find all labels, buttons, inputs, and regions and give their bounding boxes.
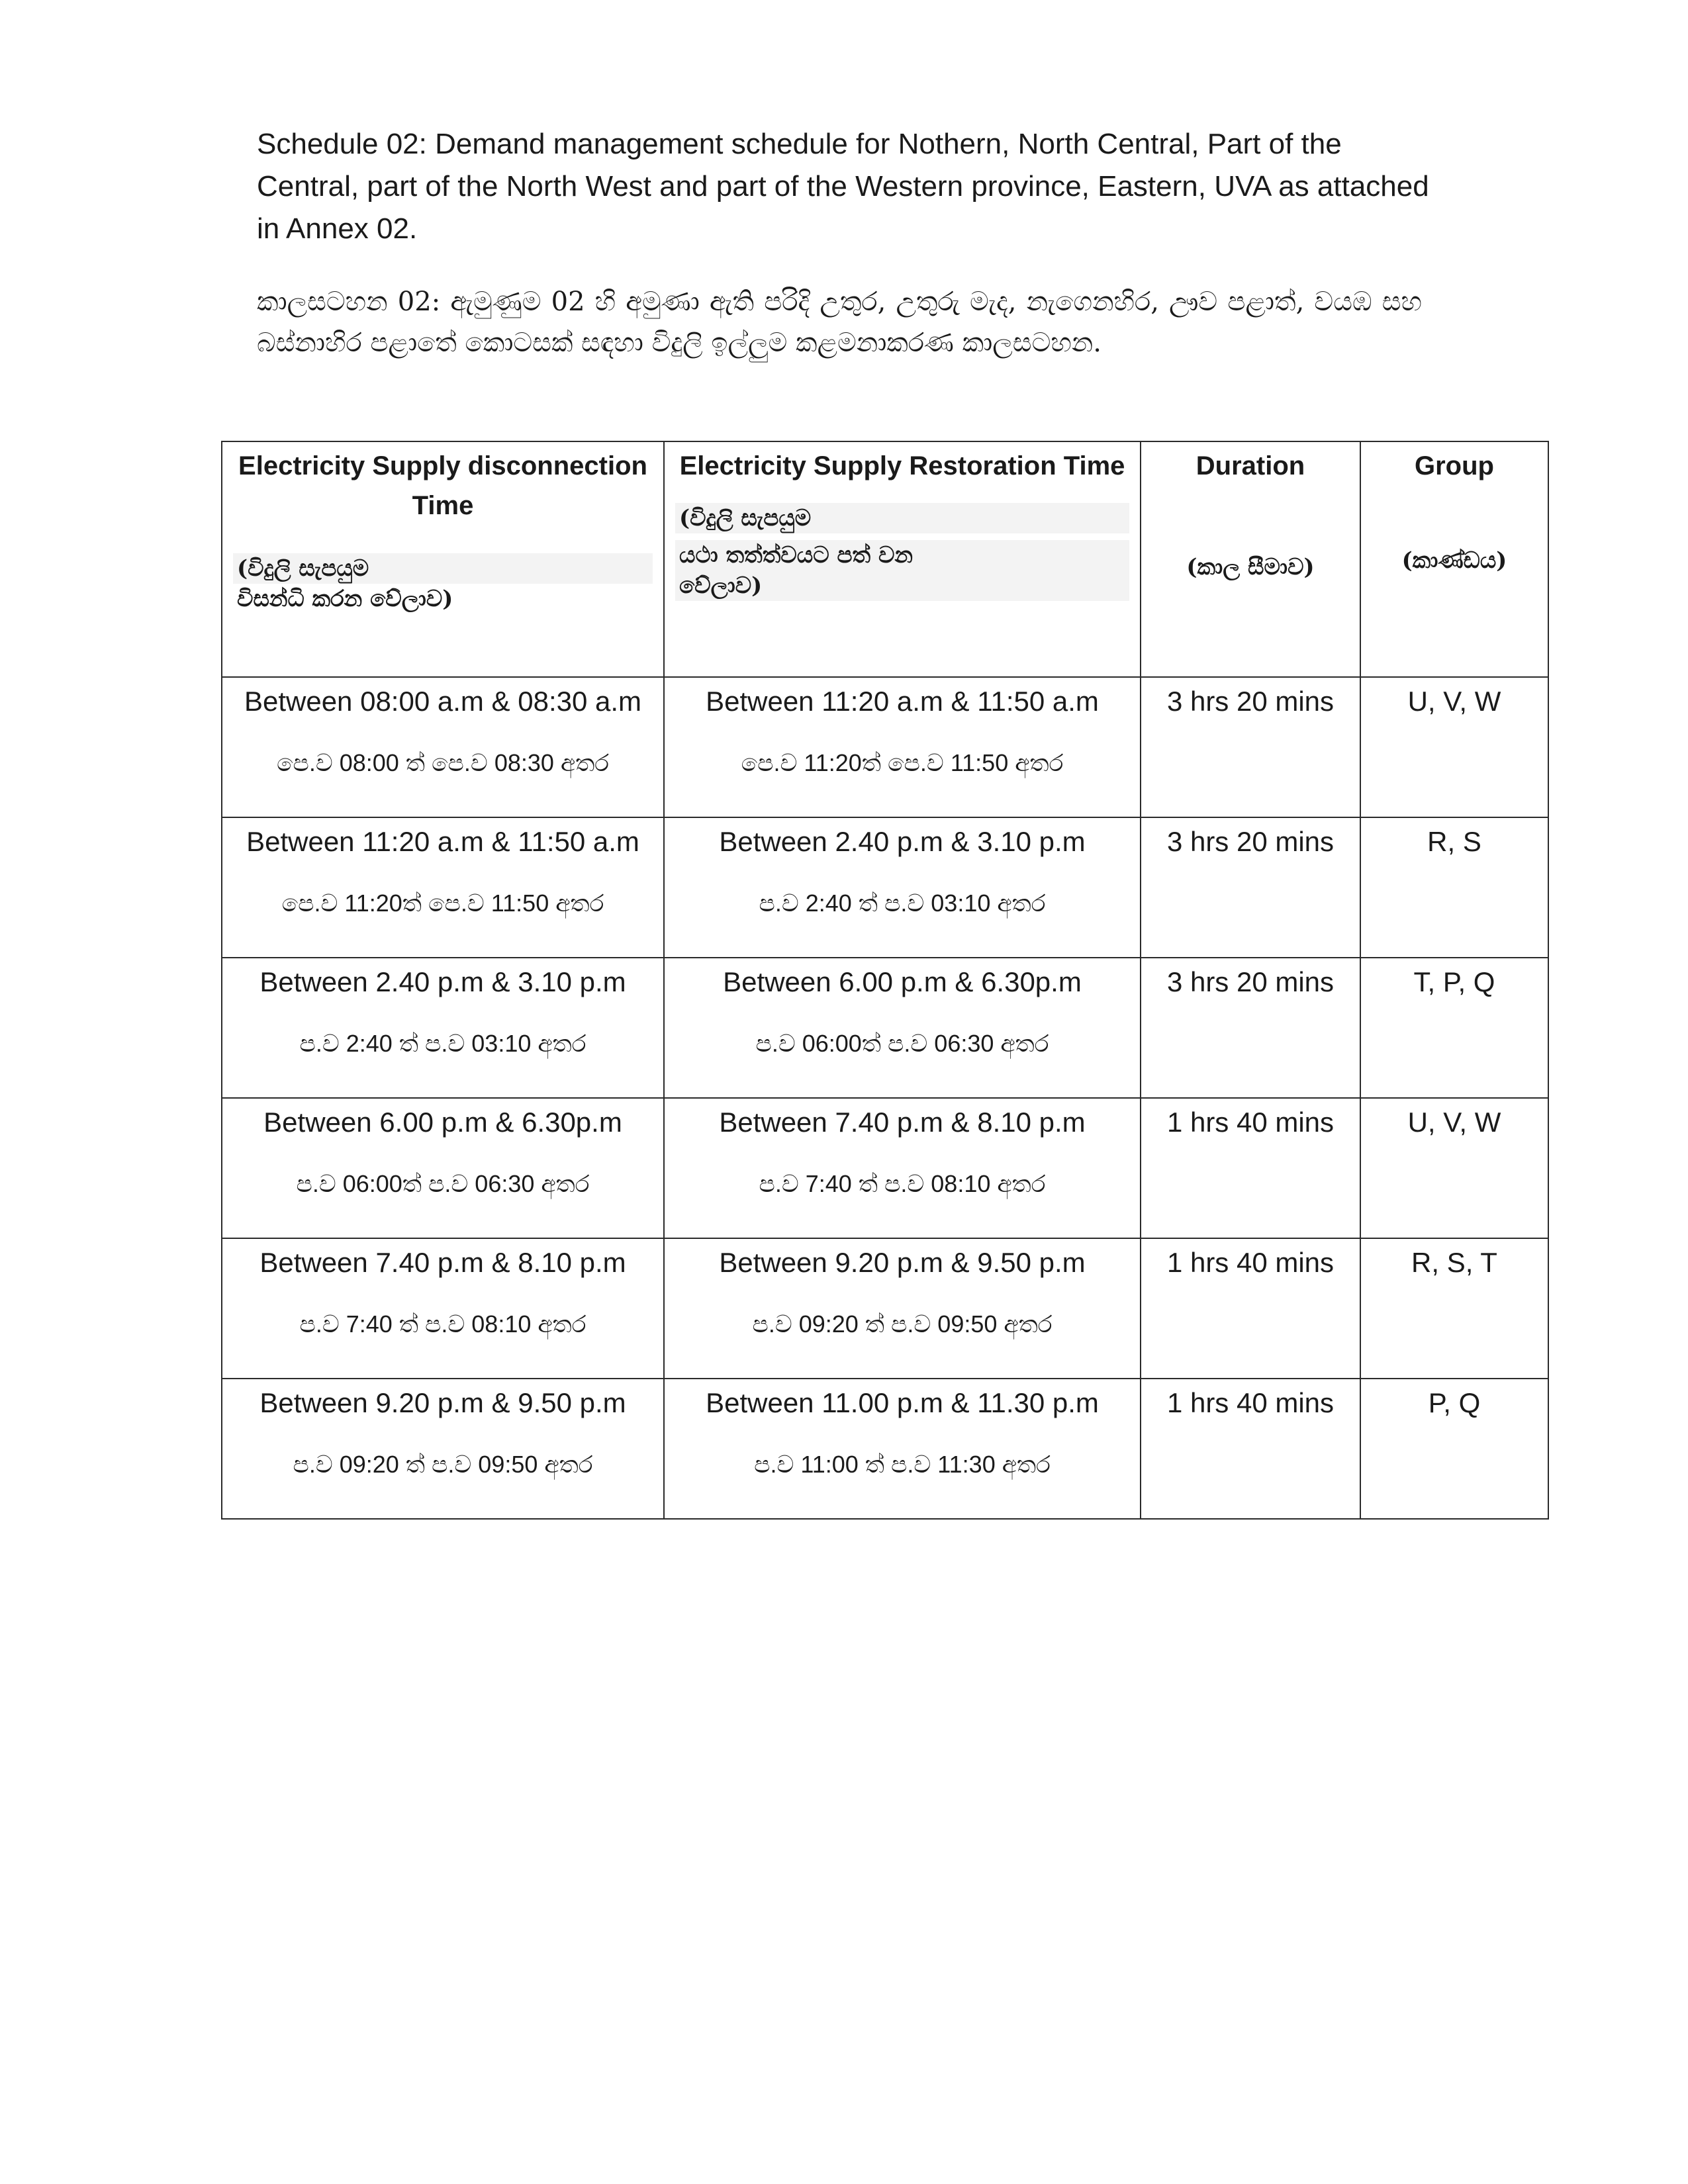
duration-cell — [1141, 677, 1360, 817]
disconnect-time-si: පෙ.ව 08:00 ත් පෙ.ව 08:30 අතර — [276, 749, 610, 776]
demand-schedule-table — [221, 441, 1549, 1520]
disconnect-time-en: Between 11:20 a.m & 11:50 a.m — [246, 826, 639, 857]
group-cell — [1360, 1379, 1548, 1519]
group-cell — [1360, 817, 1548, 958]
header-duration-en: Duration — [1196, 451, 1305, 480]
disconnect-time-si: ප.ව 2:40 ත් ප.ව 03:10 අතර — [299, 1030, 586, 1057]
header-restoration-si-1: (විදුලි සැපයුම — [675, 503, 1129, 533]
restore-time-si: ප.ව 2:40 ත් ප.ව 03:10 අතර — [759, 889, 1046, 917]
group-cell — [1360, 1238, 1548, 1379]
duration-value: 3 hrs 20 mins — [1166, 686, 1335, 717]
restore-cell — [664, 1098, 1141, 1238]
disconnect-time-en: Between 08:00 a.m & 08:30 a.m — [244, 686, 642, 717]
header-restoration — [664, 441, 1141, 677]
disconnect-time-en: Between 9.20 p.m & 9.50 p.m — [259, 1387, 626, 1418]
duration-value: 3 hrs 20 mins — [1166, 966, 1335, 997]
disconnect-time-en: Between 2.40 p.m & 3.10 p.m — [259, 966, 626, 997]
header-group — [1360, 441, 1548, 677]
disconnect-cell — [222, 817, 664, 958]
disconnect-cell — [222, 1238, 664, 1379]
group-cell — [1360, 677, 1548, 817]
header-group-en: Group — [1415, 451, 1494, 480]
restore-cell — [664, 958, 1141, 1098]
duration-cell — [1141, 1379, 1360, 1519]
table-row — [222, 677, 1548, 817]
restore-time-en: Between 11.00 p.m & 11.30 p.m — [706, 1387, 1099, 1418]
restore-cell — [664, 1379, 1141, 1519]
table-header-row — [222, 441, 1548, 677]
header-disconnection-si-1: (විදුලි සැපයුම — [233, 553, 653, 584]
duration-cell — [1141, 817, 1360, 958]
header-disconnection-si-2: විසන්ධි කරන වේලාව) — [237, 586, 453, 612]
duration-cell — [1141, 1238, 1360, 1379]
restore-time-si: ප.ව 09:20 ත් ප.ව 09:50 අතර — [752, 1310, 1053, 1338]
group-value: T, P, Q — [1413, 966, 1495, 997]
disconnect-cell — [222, 958, 664, 1098]
header-disconnection-en: Electricity Supply disconnection Time — [238, 451, 647, 520]
duration-cell — [1141, 958, 1360, 1098]
table-row — [222, 1379, 1548, 1519]
disconnect-time-en: Between 7.40 p.m & 8.10 p.m — [259, 1247, 626, 1278]
schedule-title-sinhala: කාලසටහන 02: ඇමුණුම 02 හි අමුණා ඇති පරිදි උතුර, උතුරු මැද, නැගෙනහිර, ඌව පළාත්, වයඹ සහ බස්නාහිර පළාතේ කොටසක් සඳහා විදුලි ඉල්ලුම කළමනාකරණ කාලසටහන. — [257, 287, 1422, 358]
duration-value: 1 hrs 40 mins — [1166, 1387, 1335, 1418]
disconnect-cell — [222, 1098, 664, 1238]
restore-cell — [664, 1238, 1141, 1379]
restore-time-en: Between 6.00 p.m & 6.30p.m — [723, 966, 1082, 997]
header-duration-si: (කාල සීමාව) — [1186, 554, 1315, 580]
header-group-si: (කාණ්ඩය) — [1401, 547, 1507, 574]
restore-time-si: ප.ව 11:00 ත් ප.ව 11:30 අතර — [754, 1451, 1051, 1478]
duration-value: 1 hrs 40 mins — [1166, 1247, 1335, 1278]
disconnect-time-si: ප.ව 06:00ත් ප.ව 06:30 අතර — [296, 1170, 590, 1197]
header-restoration-si-2: යථා තත්ත්වයට පත් වන — [675, 540, 1129, 570]
schedule-label: Schedule 02: — [257, 128, 427, 160]
schedule-description: Demand management schedule for Nothern, North Central, Part of the Central, part of the North West and part of the Western province, Eastern, UVA as attached in Annex 02. — [257, 128, 1429, 245]
group-cell — [1360, 1098, 1548, 1238]
table-row — [222, 958, 1548, 1098]
header-disconnection — [222, 441, 664, 677]
restore-time-en: Between 11:20 a.m & 11:50 a.m — [706, 686, 1099, 717]
restore-time-en: Between 9.20 p.m & 9.50 p.m — [719, 1247, 1086, 1278]
disconnect-time-si: ප.ව 09:20 ත් ප.ව 09:50 අතර — [293, 1451, 593, 1478]
group-cell — [1360, 958, 1548, 1098]
header-duration — [1141, 441, 1360, 677]
group-value: P, Q — [1428, 1387, 1481, 1418]
restore-cell — [664, 817, 1141, 958]
restore-cell — [664, 677, 1141, 817]
duration-value: 3 hrs 20 mins — [1166, 826, 1335, 857]
disconnect-cell — [222, 677, 664, 817]
group-value: R, S, T — [1411, 1247, 1497, 1278]
disconnect-time-si: පෙ.ව 11:20ත් පෙ.ව 11:50 අතර — [281, 889, 604, 917]
table-row — [222, 1098, 1548, 1238]
header-restoration-si-3: වේලාව) — [675, 570, 1129, 601]
duration-cell — [1141, 1098, 1360, 1238]
header-restoration-en: Electricity Supply Restoration Time — [679, 451, 1125, 480]
restore-time-si: ප.ව 06:00ත් ප.ව 06:30 අතර — [755, 1030, 1049, 1057]
restore-time-en: Between 7.40 p.m & 8.10 p.m — [719, 1107, 1086, 1138]
disconnect-time-si: ප.ව 7:40 ත් ප.ව 08:10 අතර — [299, 1310, 586, 1338]
table-row — [222, 1238, 1548, 1379]
disconnect-cell — [222, 1379, 664, 1519]
table-row — [222, 817, 1548, 958]
restore-time-si: පෙ.ව 11:20ත් පෙ.ව 11:50 අතර — [741, 749, 1064, 776]
group-value: U, V, W — [1407, 686, 1501, 717]
group-value: R, S — [1427, 826, 1481, 857]
schedule-title-english — [257, 123, 1435, 250]
disconnect-time-en: Between 6.00 p.m & 6.30p.m — [263, 1107, 622, 1138]
restore-time-en: Between 2.40 p.m & 3.10 p.m — [719, 826, 1086, 857]
restore-time-si: ප.ව 7:40 ත් ප.ව 08:10 අතර — [759, 1170, 1046, 1197]
group-value: U, V, W — [1407, 1107, 1501, 1138]
duration-value: 1 hrs 40 mins — [1166, 1107, 1335, 1138]
